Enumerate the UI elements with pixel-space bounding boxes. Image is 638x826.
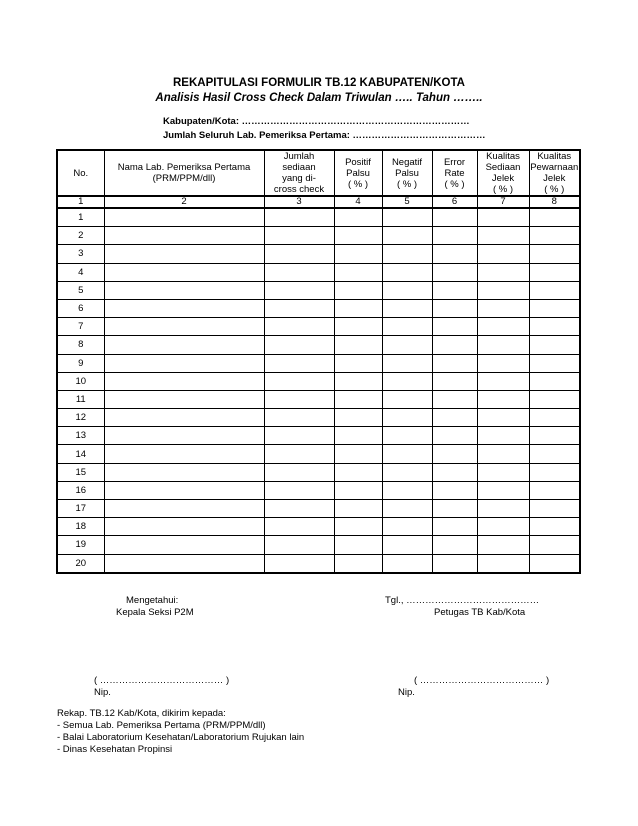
row-number: 2 xyxy=(57,227,104,245)
column-number: 8 xyxy=(529,196,580,208)
row-number: 3 xyxy=(57,245,104,263)
column-number: 1 xyxy=(57,196,104,208)
table-cell xyxy=(432,445,477,463)
table-cell xyxy=(477,336,529,354)
table-cell xyxy=(477,281,529,299)
table-cell xyxy=(382,445,432,463)
table-cell xyxy=(104,354,264,372)
table-cell xyxy=(104,208,264,227)
table-cell xyxy=(382,463,432,481)
table-cell xyxy=(432,390,477,408)
row-number: 6 xyxy=(57,299,104,317)
table-row xyxy=(57,281,580,299)
column-header: Negatif Palsu ( % ) xyxy=(382,150,432,196)
table-row xyxy=(57,245,580,263)
table-cell xyxy=(432,518,477,536)
table-cell xyxy=(334,427,382,445)
table-row xyxy=(57,227,580,245)
table-cell xyxy=(529,481,580,499)
table-cell xyxy=(334,463,382,481)
table-cell xyxy=(477,354,529,372)
table-cell xyxy=(104,463,264,481)
table-cell xyxy=(477,463,529,481)
table-cell xyxy=(432,536,477,554)
table-cell xyxy=(477,427,529,445)
table-header-row xyxy=(57,150,580,196)
table-cell xyxy=(264,245,334,263)
table-cell xyxy=(264,409,334,427)
right-name-line: ( ………………………………… ) xyxy=(414,675,550,686)
column-header: Jumlah sediaan yang di- cross check xyxy=(264,150,334,196)
column-number: 7 xyxy=(477,196,529,208)
table-row xyxy=(57,354,580,372)
table-cell xyxy=(529,299,580,317)
table-row xyxy=(57,372,580,390)
table-cell xyxy=(104,427,264,445)
table-cell xyxy=(529,409,580,427)
table-cell xyxy=(334,554,382,573)
table-cell xyxy=(382,372,432,390)
table-cell xyxy=(529,245,580,263)
table-cell xyxy=(382,281,432,299)
table-cell xyxy=(264,336,334,354)
kepala-seksi-label: Kepala Seksi P2M xyxy=(116,607,194,618)
table-cell xyxy=(382,427,432,445)
table-cell xyxy=(432,281,477,299)
column-header: No. xyxy=(57,150,104,196)
table-cell xyxy=(104,445,264,463)
row-number: 5 xyxy=(57,281,104,299)
table-cell xyxy=(382,536,432,554)
table-cell xyxy=(529,318,580,336)
table-cell xyxy=(432,427,477,445)
table-cell xyxy=(529,518,580,536)
table-cell xyxy=(334,445,382,463)
table-cell xyxy=(529,536,580,554)
table-cell xyxy=(264,390,334,408)
table-cell xyxy=(529,208,580,227)
table-cell xyxy=(382,500,432,518)
table-cell xyxy=(432,354,477,372)
table-cell xyxy=(382,354,432,372)
table-row xyxy=(57,409,580,427)
table-cell xyxy=(264,227,334,245)
row-number: 17 xyxy=(57,500,104,518)
table-cell xyxy=(432,500,477,518)
recipient-item: - Dinas Kesehatan Propinsi xyxy=(57,744,173,755)
table-cell xyxy=(529,427,580,445)
table-cell xyxy=(432,463,477,481)
left-nip-label: Nip. xyxy=(94,687,111,698)
table-cell xyxy=(264,536,334,554)
row-number: 19 xyxy=(57,536,104,554)
table-cell xyxy=(104,299,264,317)
column-header: Nama Lab. Pemeriksa Pertama (PRM/PPM/dll) xyxy=(104,150,264,196)
column-number: 2 xyxy=(104,196,264,208)
table-cell xyxy=(264,281,334,299)
table-cell xyxy=(432,554,477,573)
table-row xyxy=(57,554,580,573)
column-header: Kualitas Pewarnaan Jelek ( % ) xyxy=(530,151,579,195)
table-cell xyxy=(334,518,382,536)
table-cell xyxy=(334,390,382,408)
table-cell xyxy=(104,245,264,263)
row-number: 4 xyxy=(57,263,104,281)
table-cell xyxy=(477,390,529,408)
table-cell xyxy=(529,281,580,299)
table-cell xyxy=(477,518,529,536)
table-cell xyxy=(104,390,264,408)
table-cell xyxy=(432,372,477,390)
table-cell xyxy=(529,227,580,245)
kabupaten-field-line: Kabupaten/Kota: ……………………………………………………………… xyxy=(163,116,470,127)
row-number: 1 xyxy=(57,208,104,227)
column-number: 3 xyxy=(264,196,334,208)
row-number: 11 xyxy=(57,390,104,408)
table-cell xyxy=(432,245,477,263)
table-cell xyxy=(334,481,382,499)
table-cell xyxy=(334,281,382,299)
table-row xyxy=(57,318,580,336)
recap-table xyxy=(56,149,581,574)
date-field-line: Tgl., …………………………………… xyxy=(385,595,540,606)
table-row xyxy=(57,299,580,317)
table-cell xyxy=(477,227,529,245)
table-cell xyxy=(334,372,382,390)
form-title: REKAPITULASI FORMULIR TB.12 KABUPATEN/KOTA xyxy=(173,77,465,89)
table-row xyxy=(57,445,580,463)
table-cell xyxy=(529,263,580,281)
table-cell xyxy=(334,500,382,518)
table-cell xyxy=(477,500,529,518)
table-cell xyxy=(104,281,264,299)
left-name-line: ( ………………………………… ) xyxy=(94,675,230,686)
row-number: 7 xyxy=(57,318,104,336)
table-cell xyxy=(264,354,334,372)
table-cell xyxy=(382,208,432,227)
table-row xyxy=(57,500,580,518)
right-nip-label: Nip. xyxy=(398,687,415,698)
recipient-item: - Balai Laboratorium Kesehatan/Laboratorium Rujukan lain xyxy=(57,732,305,743)
table-cell xyxy=(432,481,477,499)
table-cell xyxy=(477,318,529,336)
table-cell xyxy=(264,299,334,317)
table-cell xyxy=(334,409,382,427)
table-cell xyxy=(382,554,432,573)
table-cell xyxy=(104,227,264,245)
row-number: 8 xyxy=(57,336,104,354)
table-cell xyxy=(104,372,264,390)
table-cell xyxy=(382,336,432,354)
column-number: 4 xyxy=(334,196,382,208)
table-cell xyxy=(477,208,529,227)
table-cell xyxy=(264,445,334,463)
row-number: 9 xyxy=(57,354,104,372)
table-cell xyxy=(529,354,580,372)
table-cell xyxy=(264,318,334,336)
table-row xyxy=(57,463,580,481)
table-cell xyxy=(477,245,529,263)
column-number: 5 xyxy=(382,196,432,208)
recipient-item: - Semua Lab. Pemeriksa Pertama (PRM/PPM/dll) xyxy=(57,720,266,731)
table-cell xyxy=(432,409,477,427)
table-cell xyxy=(477,445,529,463)
table-row xyxy=(57,481,580,499)
row-number: 14 xyxy=(57,445,104,463)
table-cell xyxy=(432,318,477,336)
table-cell xyxy=(264,263,334,281)
table-cell xyxy=(477,536,529,554)
table-row xyxy=(57,427,580,445)
table-cell xyxy=(334,208,382,227)
row-number: 18 xyxy=(57,518,104,536)
table-row xyxy=(57,518,580,536)
table-row xyxy=(57,263,580,281)
table-cell xyxy=(104,481,264,499)
table-cell xyxy=(104,263,264,281)
table-cell xyxy=(104,518,264,536)
table-cell xyxy=(382,227,432,245)
table-cell xyxy=(477,372,529,390)
column-number: 6 xyxy=(432,196,477,208)
table-cell xyxy=(264,518,334,536)
row-number: 10 xyxy=(57,372,104,390)
table-cell xyxy=(264,500,334,518)
table-row xyxy=(57,336,580,354)
table-cell xyxy=(529,445,580,463)
table-cell xyxy=(432,263,477,281)
table-row xyxy=(57,208,580,227)
row-number: 20 xyxy=(57,554,104,573)
table-cell xyxy=(477,263,529,281)
table-cell xyxy=(477,299,529,317)
table-cell xyxy=(477,409,529,427)
table-cell xyxy=(382,518,432,536)
table-cell xyxy=(432,227,477,245)
column-header: Kualitas Sediaan Jelek ( % ) xyxy=(477,150,529,196)
footer-intro: Rekap. TB.12 Kab/Kota, dikirim kepada: xyxy=(57,708,226,719)
column-header: Positif Palsu ( % ) xyxy=(334,150,382,196)
table-cell xyxy=(104,500,264,518)
table-cell xyxy=(104,409,264,427)
mengetahui-label: Mengetahui: xyxy=(126,595,179,606)
table-cell xyxy=(382,390,432,408)
table-cell xyxy=(104,318,264,336)
table-cell xyxy=(334,336,382,354)
table-cell xyxy=(382,481,432,499)
table-cell xyxy=(382,409,432,427)
table-cell xyxy=(334,299,382,317)
petugas-label: Petugas TB Kab/Kota xyxy=(434,607,526,618)
table-cell xyxy=(529,336,580,354)
table-cell xyxy=(334,227,382,245)
table-cell xyxy=(334,354,382,372)
table-cell xyxy=(104,536,264,554)
table-cell xyxy=(529,554,580,573)
table-cell xyxy=(432,336,477,354)
table-row xyxy=(57,536,580,554)
table-cell xyxy=(529,390,580,408)
column-number-row xyxy=(57,196,580,208)
table-cell xyxy=(529,500,580,518)
table-cell xyxy=(334,245,382,263)
jumlah-lab-field-line: Jumlah Seluruh Lab. Pemeriksa Pertama: …………………………………… xyxy=(163,130,486,141)
table-cell xyxy=(382,245,432,263)
table-cell xyxy=(382,263,432,281)
table-cell xyxy=(264,554,334,573)
table-cell xyxy=(334,536,382,554)
table-cell xyxy=(264,427,334,445)
table-cell xyxy=(432,299,477,317)
table-cell xyxy=(529,463,580,481)
table-cell xyxy=(432,208,477,227)
table-row xyxy=(57,390,580,408)
column-header: Error Rate ( % ) xyxy=(432,150,477,196)
table-cell xyxy=(529,372,580,390)
table-cell xyxy=(382,299,432,317)
row-number: 15 xyxy=(57,463,104,481)
form-subtitle: Analisis Hasil Cross Check Dalam Triwulan ….. Tahun …….. xyxy=(155,92,483,104)
table-cell xyxy=(104,336,264,354)
row-number: 13 xyxy=(57,427,104,445)
table-cell xyxy=(382,318,432,336)
table-cell xyxy=(334,263,382,281)
table-cell xyxy=(264,463,334,481)
row-number: 16 xyxy=(57,481,104,499)
table-cell xyxy=(477,554,529,573)
table-cell xyxy=(334,318,382,336)
table-cell xyxy=(264,208,334,227)
table-cell xyxy=(264,372,334,390)
table-cell xyxy=(264,481,334,499)
table-cell xyxy=(104,554,264,573)
row-number: 12 xyxy=(57,409,104,427)
table-cell xyxy=(477,481,529,499)
